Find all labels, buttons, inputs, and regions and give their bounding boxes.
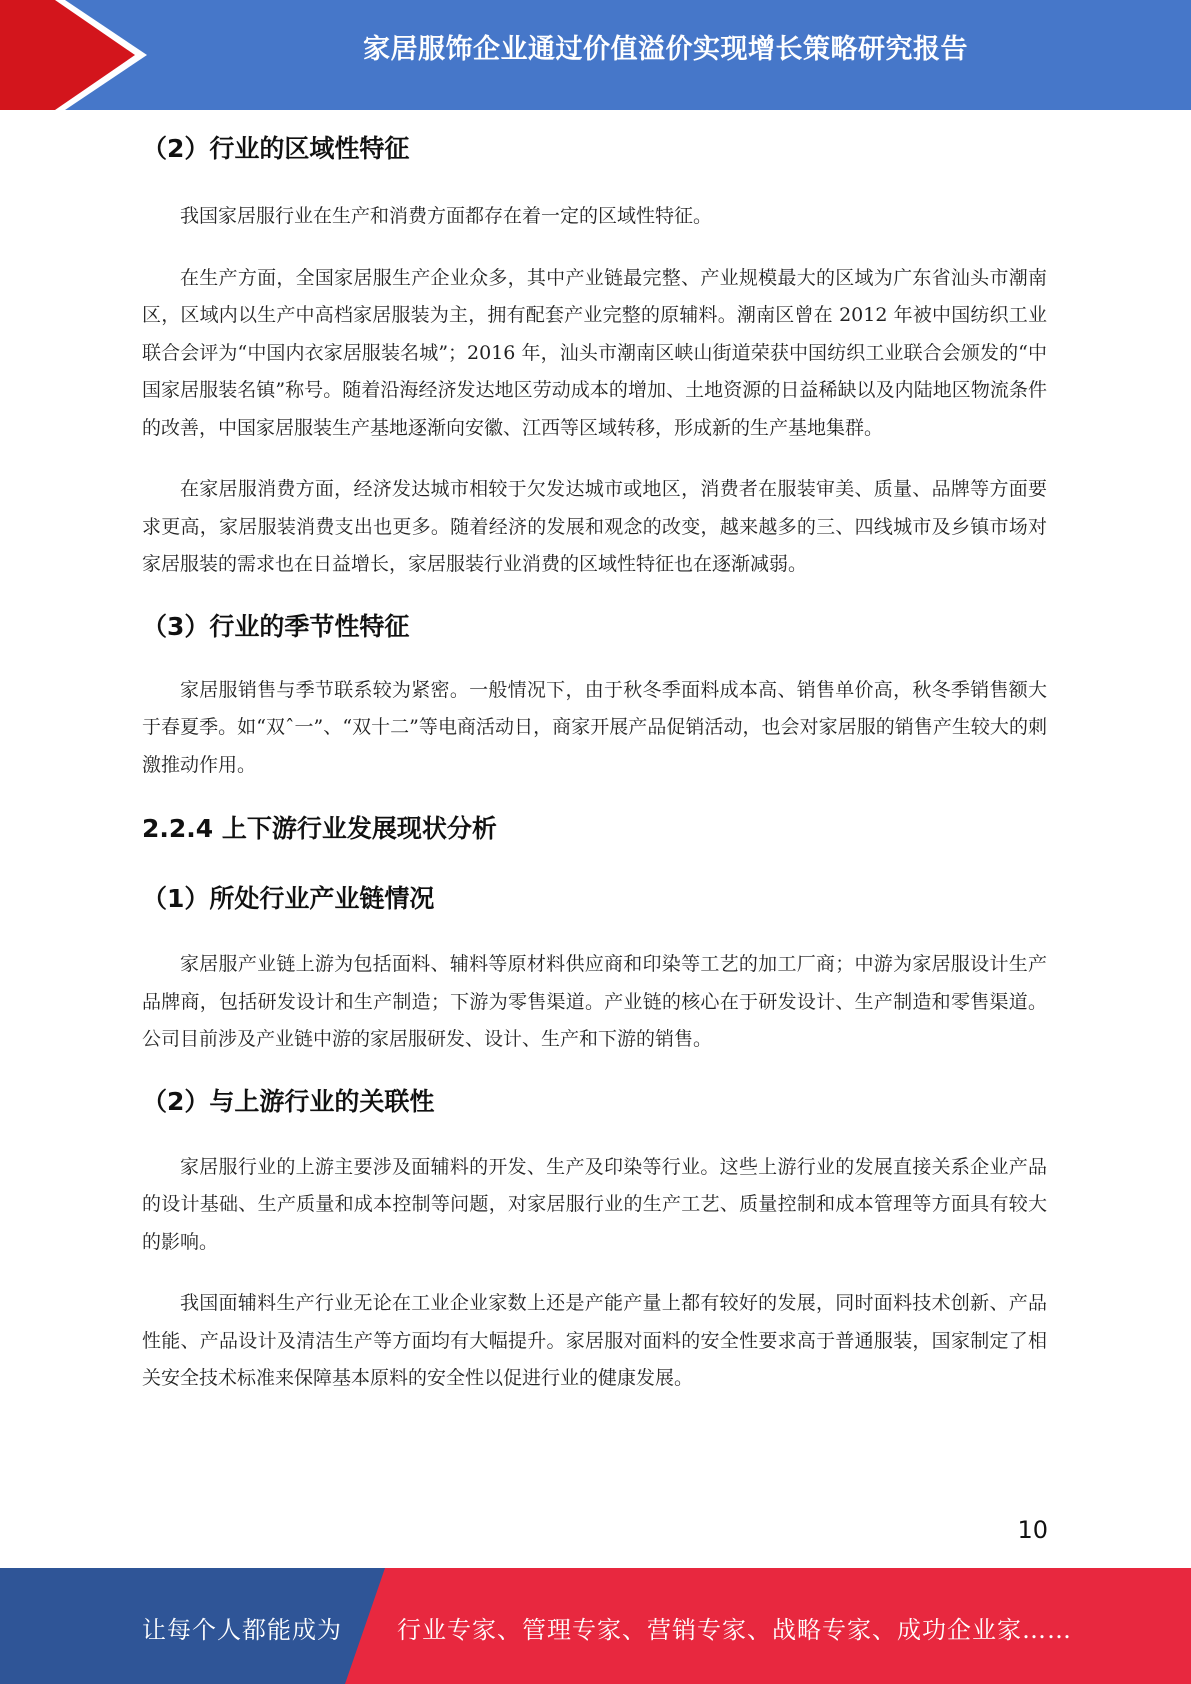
report-title: 家居服饰企业通过价值溢价实现增长策略研究报告: [363, 34, 968, 65]
body-paragraph: 在家居服消费方面，经济发达城市相较于欠发达城市或地区，消费者在服装审美、质量、品牌等方面要求更高，家居服装消费支出也更多。随着经济的发展和观念的改变，越来越多的三、四线城市及乡镇市场对家居服装的需求也在日益增长，家居服装行业消费的区域性特征也在逐渐减弱。: [142, 478, 1047, 575]
body-paragraph: 我国面辅料生产行业无论在工业企业家数上还是产能产量上都有较好的发展，同时面料技术创新、产品性能、产品设计及清洁生产等方面均有大幅提升。家居服对面料的安全性要求高于普通服装，国家制定了相关安全技术标准来保障基本原料的安全性以促进行业的健康发展。: [142, 1292, 1047, 1389]
body-paragraph: 家居服行业的上游主要涉及面辅料的开发、生产及印染等行业。这些上游行业的发展直接关系企业产品的设计基础、生产质量和成本控制等问题，对家居服行业的生产工艺、质量控制和成本管理等方面具有较大的影响。: [142, 1155, 1047, 1253]
footer-slogan-left: 让每个人都能成为: [142, 1616, 342, 1644]
subsection-heading: 2.2.4 上下游行业发展现状分析: [142, 814, 497, 843]
body-paragraph: 家居服产业链上游为包括面料、辅料等原材料供应商和印染等工艺的加工厂商；中游为家居服设计生产品牌商，包括研发设计和生产制造；下游为零售渠道。产业链的核心在于研发设计、生产制造和零售渠道。公司目前涉及产业链中游的家居服研发、设计、生产和下游的销售。: [142, 953, 1047, 1050]
page-header: [0, 0, 1191, 110]
body-paragraph: 在生产方面，全国家居服生产企业众多，其中产业链最完整、产业规模最大的区域为广东省汕头市潮南区，区域内以生产中高档家居服装为主，拥有配套产业完整的原辅料。潮南区曾在 2012 年被中国纺织工业联合会评为“中国内衣家居服装名城”；2016 年，汕头市潮南区峡山街道荣获中国纺织工业联合会颁发的“中国家居服装名镇”称号。随着沿海经济发达地区劳动成本的增加、土地资源的日益稀缺以及内陆地区物流条件的改善，中国家居服装生产基地逐渐向安徽、江西等区域转移，形成新的生产基地集群。: [142, 266, 1047, 439]
section-heading: （3）行业的季节性特征: [142, 611, 410, 641]
section-heading: （2）与上游行业的关联性: [142, 1086, 435, 1116]
body-paragraph: 家居服销售与季节联系较为紧密。一般情况下，由于秋冬季面料成本高、销售单价高，秋冬季销售额大于春夏季。如“双ˆ一”、“双十二”等电商活动日，商家开展产品促销活动，也会对家居服的销售产生较大的刺激推动作用。: [142, 678, 1047, 776]
page-number: 10: [1017, 1516, 1048, 1544]
footer-slogan-right: 行业专家、管理专家、营销专家、战略专家、成功企业家……: [397, 1616, 1072, 1644]
section-heading: （2）行业的区域性特征: [142, 134, 410, 163]
section-heading: （1）所处行业产业链情况: [142, 884, 435, 913]
page-footer: [0, 1568, 1191, 1684]
page-content: [142, 122, 1047, 1398]
body-paragraph: 我国家居服行业在生产和消费方面都存在着一定的区域性特征。: [180, 205, 713, 227]
